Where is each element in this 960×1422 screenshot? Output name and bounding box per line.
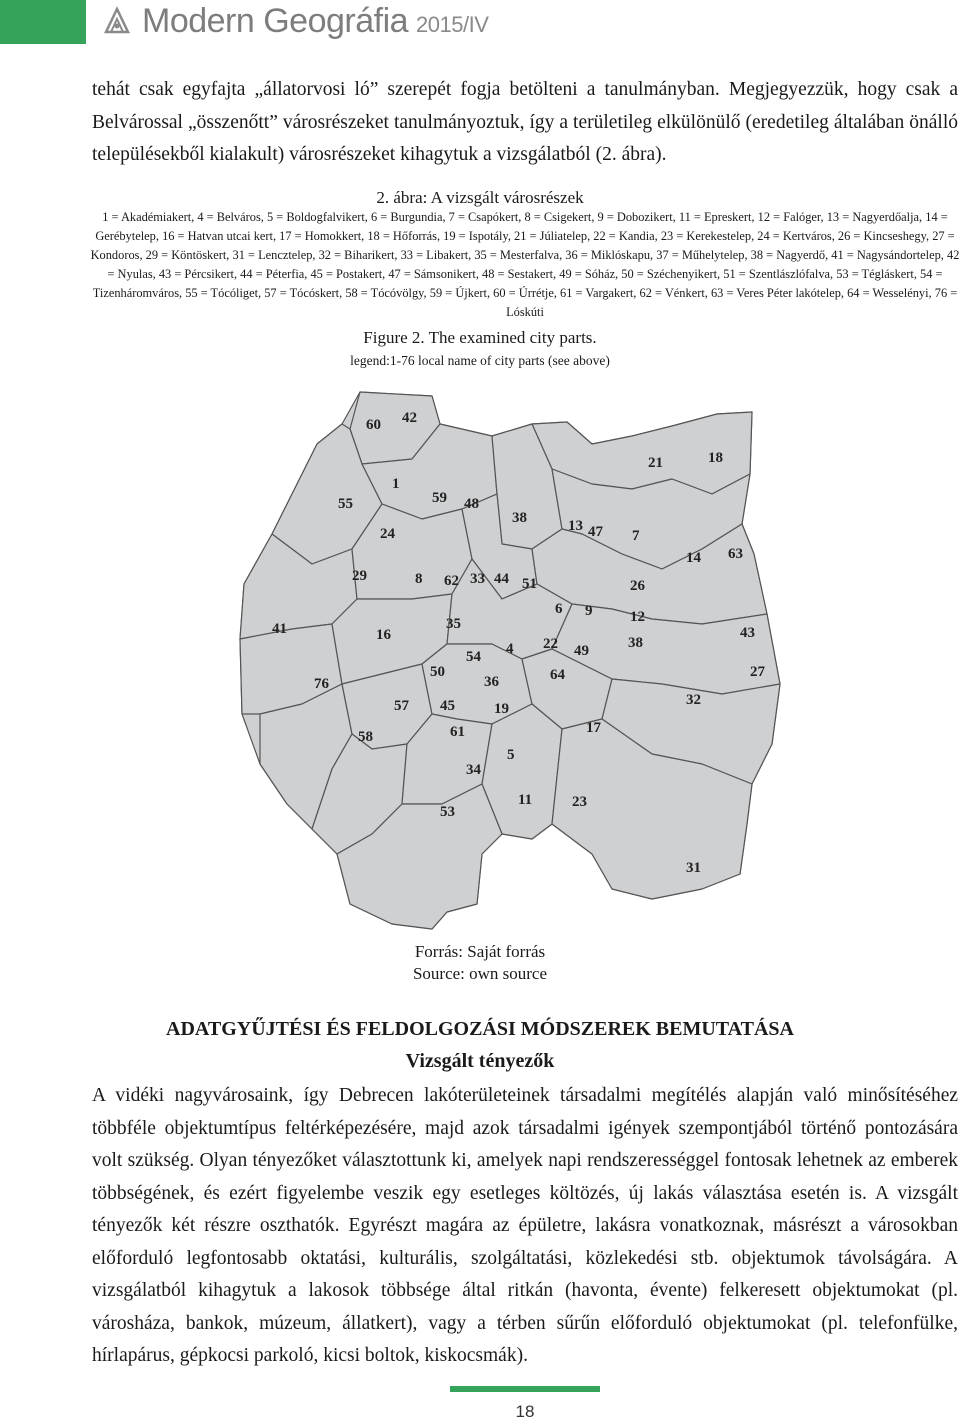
map-label: 32 [686, 692, 701, 708]
map-label: 33 [470, 571, 485, 587]
map-label: 14 [686, 550, 701, 566]
map-label: 38 [512, 510, 527, 526]
map-label: 53 [440, 804, 455, 820]
map-label: 9 [585, 603, 593, 619]
map-label: 26 [630, 578, 645, 594]
map-label: 59 [432, 490, 447, 506]
journal-title: Modern Geográfia 2015/IV [142, 2, 489, 40]
body-paragraph: A vidéki nagyvárosaink, így Debrecen lakóterületeinek társadalmi megítélés alapján való minősítéséhez többféle objektumtípus feltérképezésére, majd azok társadalmi igények szempontjából történő pontozására volt szükség. Olyan tényezőket választottunk ki, amelyek napi rendszerességgel fontosak lehetnek az emberek többségének, és ezért figyelembe veszik egy esetleges költözés, új lakás választása esetén is. A vizsgált tényezők két részre oszthatók. Egyrészt magára az épületre, lakásra vonatkoznak, másrészt a városokban előforduló legfontosabb oktatási, kulturális, szolgáltatási, közlekedési stb. objektumok távolságára. A vizsgálatból kihagytuk a lakosok többsége által ritkán (havonta, évente) felkeresett objektumokat (pl. városháza, bankok, múzeum, állatkert), vagy a térben sűrűn előforduló objektumokat (pl. telefonfülke, hírlapárus, gépkocsi parkoló, kicsi boltok, kiskocsmák). [92, 1085, 958, 1366]
map-label: 36 [484, 674, 499, 690]
page-number: 18 [515, 1402, 535, 1421]
figure-legend-en: legend:1-76 local name of city parts (see above) [350, 353, 610, 368]
map-label: 57 [394, 698, 409, 714]
map-label: 35 [446, 616, 461, 632]
map-label: 47 [588, 524, 603, 540]
map-label: 51 [522, 576, 537, 592]
footer-accent-line [450, 1386, 600, 1392]
intro-paragraph: tehát csak egyfajta „állatorvosi ló” szerepét fogja betölteni a tanulmányban. Megjegyezzük, hogy csak a Belvárossal „összenőtt” városrészeket tanulmányoztuk, így a területileg elkülönülő (eredetileg általában önálló településekből kialakult) városrészeket kihagytuk a vizsgálatból (2. ábra). [92, 79, 958, 165]
figure-title-hu: 2. ábra: A vizsgált városrészek [376, 188, 584, 207]
journal-header [0, 0, 960, 44]
map-districts [240, 392, 780, 929]
map-label: 58 [358, 729, 373, 745]
map-label: 60 [366, 417, 381, 433]
map-label: 62 [444, 573, 459, 589]
map-label: 24 [380, 526, 395, 542]
city-parts-map [232, 384, 784, 934]
map-label: 23 [572, 794, 587, 810]
map-label: 27 [750, 664, 765, 680]
map-label: 16 [376, 627, 391, 643]
map-label: 13 [568, 518, 583, 534]
map-label: 43 [740, 625, 755, 641]
map-label: 42 [402, 410, 417, 426]
map-label: 19 [494, 701, 509, 717]
source-en: Source: own source [412, 964, 548, 983]
map-label: 38 [628, 635, 643, 651]
figure-title-en: Figure 2. The examined city parts. [363, 328, 597, 347]
map-label: 41 [272, 621, 287, 637]
map-label: 54 [466, 649, 481, 665]
figure-legend-hu: 1 = Akadémiakert, 4 = Belváros, 5 = Boldogfalvikert, 6 = Burgundia, 7 = Csapókert, 8 = Csigekert, 9 = Dobozikert, 11 = Epreskert, 12 = Falóger, 13 = Nagyerdőalja, 14 = Gerébytelep, 16 = Hatvan utcai kert, 17 = Homokkert, 18 = Hőforrás, 19 = Ispotály, 21 = Júliatelep, 22 = Kandia, 23 = Kerekestelep, 24 = Kertváros, 26 = Kincseshegy, 27 = Kondoros, 29 = Köntöskert, 31 = Lencztelep, 32 = Biharikert, 33 = Libakert, 35 = Mesterfalva, 36 = Miklóskapu, 37 = Műhelytelep, 38 = Nagyerdő, 41 = Nagysándortelep, 42 = Nyulas, 43 = Pércsikert, 44 = Péterfia, 45 = Postakert, 47 = Sámsonikert, 48 = Sestakert, 49 = Sóház, 50 = Széchenyikert, 51 = Szentlászlófalva, 53 = Tégláskert, 54 = Tizenháromváros, 55 = Tócóliget, 57 = Tócóskert, 58 = Tócóvölgy, 59 = Újkert, 60 = Úrrétje, 61 = Vargakert, 62 = Vénkert, 63 = Veres Péter lakótelep, 64 = Wesselényi, 76 = Lóskúti [90, 210, 960, 319]
map-label: 11 [518, 792, 533, 808]
map-label: 34 [466, 762, 481, 778]
map-label: 55 [338, 496, 353, 512]
journal-logo-icon [100, 4, 134, 38]
city-parts-map-svg [232, 384, 784, 934]
map-label: 8 [415, 571, 423, 587]
map-label: 48 [464, 496, 479, 512]
map-label: 6 [555, 601, 563, 617]
map-label: 64 [550, 667, 565, 683]
map-label: 18 [708, 450, 723, 466]
map-label: 22 [543, 636, 558, 652]
map-label: 29 [352, 568, 367, 584]
map-label: 17 [586, 720, 601, 736]
map-label: 45 [440, 698, 455, 714]
journal-issue: 2015/IV [416, 12, 489, 37]
map-label: 50 [430, 664, 445, 680]
map-label: 61 [450, 724, 465, 740]
map-label: 1 [392, 476, 400, 492]
map-label: 31 [686, 860, 701, 876]
map-label: 5 [507, 747, 515, 763]
section-heading: ADATGYŰJTÉSI ÉS FELDOLGOZÁSI MÓDSZEREK BEMUTATÁSA [166, 1018, 794, 1040]
map-label: 76 [314, 676, 329, 692]
map-label: 49 [574, 643, 589, 659]
map-label: 63 [728, 546, 743, 562]
section-subheading: Vizsgált tényezők [405, 1050, 555, 1072]
map-label: 44 [494, 571, 509, 587]
map-label: 7 [632, 528, 640, 544]
map-label: 4 [506, 641, 514, 657]
source-hu: Forrás: Saját forrás [414, 942, 546, 961]
header-color-block [0, 0, 86, 44]
map-label: 21 [648, 455, 663, 471]
map-label: 12 [630, 609, 645, 625]
